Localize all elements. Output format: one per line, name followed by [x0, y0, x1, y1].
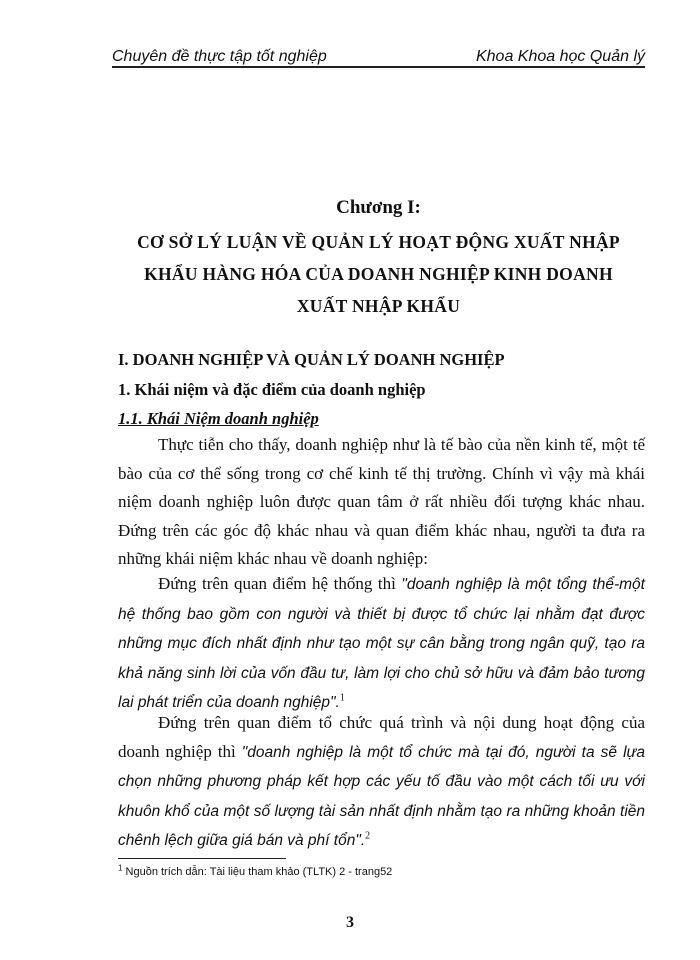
- header-rule: [112, 66, 645, 68]
- footnote: [118, 863, 393, 878]
- subsection-heading: 1. Khái niệm và đặc điểm của doanh nghiệp: [118, 380, 426, 399]
- chapter-title: [112, 226, 645, 322]
- chapter-title-line: XUẤT NHẬP KHẨU: [296, 296, 461, 316]
- page-header: [112, 40, 645, 66]
- chapter-title-line: CƠ SỞ LÝ LUẬN VỀ QUẢN LÝ HOẠT ĐỘNG XUẤT NHẬP: [137, 232, 620, 252]
- footnote-reference[interactable]: 1: [339, 692, 345, 704]
- paragraph-lead: Đứng trên quan điểm tổ chức quá trình và nội dung hoạt động của doanh nghiệp thì: [118, 713, 645, 761]
- chapter-title-line: KHẨU HÀNG HÓA CỦA DOANH NGHIỆP KINH DOANH: [144, 264, 613, 284]
- paragraph-lead: Đứng trên quan điểm hệ thống thì: [158, 574, 402, 593]
- paragraph: [118, 431, 645, 574]
- footnote-reference[interactable]: 2: [365, 830, 371, 842]
- paragraph-quote: "doanh nghiệp là một tổ chức mà tại đó, người ta sẽ lựa chọn những phương pháp kết hợp các yếu tố đầu vào một cách tối ưu với khuôn khổ của một số lượng tài sản nhất định nhằm tạo ra những khoản tiền chênh lệch giữa giá bán và phí tổn".: [118, 743, 645, 849]
- paragraph: [118, 570, 645, 718]
- paragraph: [118, 709, 645, 856]
- footnote-marker: 1: [118, 863, 123, 873]
- paragraph-quote: "doanh nghiệp là một tổng thể-một hệ thống bao gồm con người và thiết bị được tổ chức lại nhằm đạt được những mục đích nhất định như tạo một sự cân bằng trong ngân quỹ, tạo ra khả năng sinh lời của vốn đầu tư, làm lợi cho chủ sở hữu và đảm bảo tương lai phát triển của doanh nghiệp".: [118, 576, 645, 711]
- header-left-text: Chuyên đề thực tập tốt nghiệp: [112, 48, 327, 65]
- chapter-number: Chương I:: [336, 197, 421, 218]
- footnote-text: Nguồn trích dẫn: Tài liệu tham khảo (TLTK) 2 - trang52: [125, 866, 393, 878]
- page-number: 3: [346, 914, 354, 931]
- subsubsection-heading: 1.1. Khái Niệm doanh nghiệp: [118, 409, 319, 428]
- footnote-rule: [118, 858, 286, 859]
- section-heading: I. DOANH NGHIỆP VÀ QUẢN LÝ DOANH NGHIỆP: [118, 350, 505, 369]
- paragraph-text: Thực tiễn cho thấy, doanh nghiệp như là tế bào của nền kinh tế, một tế bào của cơ thể sống trong cơ chế kinh tế thị trường. Chính vì vậy mà khái niệm doanh nghiệp luôn được quan tâm ở rất nhiều đối tượng khác nhau. Đứng trên các góc độ khác nhau và quan điểm khác nhau, người ta đưa ra những khái niệm khác nhau về doanh nghiệp:: [118, 435, 645, 568]
- header-right-text: Khoa Khoa học Quản lý: [475, 48, 645, 65]
